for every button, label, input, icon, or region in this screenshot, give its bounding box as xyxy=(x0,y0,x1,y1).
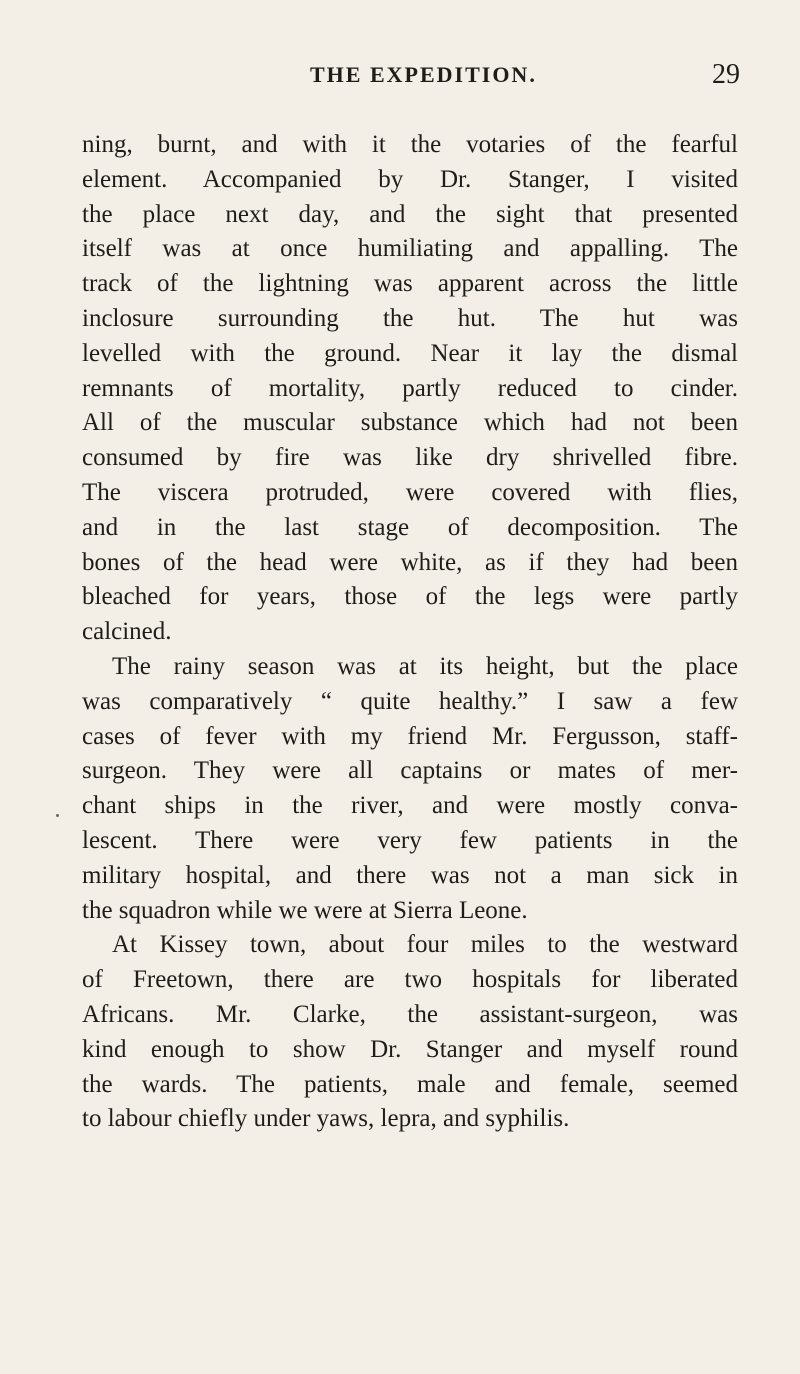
text-line: bones of the head were white, as if they had been xyxy=(82,548,738,576)
text-line: military hospital, and there was not a man sick in xyxy=(82,861,738,889)
text-line: consumed by fire was like dry shrivelled fibre. xyxy=(82,444,738,472)
text-line: Africans. Mr. Clarke, the assistant-surgeon, was xyxy=(82,1000,738,1028)
paragraph-2 xyxy=(82,650,738,928)
text-line: the wards. The patients, male and female, seemed xyxy=(82,1070,738,1098)
page-number: 29 xyxy=(712,59,740,90)
text-line: cases of fever with my friend Mr. Fergusson, staff- xyxy=(82,722,738,750)
text-line: inclosure surrounding the hut. The hut was xyxy=(82,304,738,332)
text-line: track of the lightning was apparent across the little xyxy=(82,270,738,298)
running-head-title: THE EXPEDITION. xyxy=(310,62,537,87)
text-line: to labour chiefly under yaws, lepra, and syphilis. xyxy=(82,1105,570,1133)
text-line: kind enough to show Dr. Stanger and myself round xyxy=(82,1035,738,1063)
text-line: remnants of mortality, partly reduced to cinder. xyxy=(82,374,738,402)
running-head xyxy=(80,58,740,92)
text-line: of Freetown, there are two hospitals for liberated xyxy=(82,966,738,994)
body-text xyxy=(82,128,738,1137)
text-line: ning, burnt, and with it the votaries of the fearful xyxy=(82,131,738,158)
text-line: lescent. There were very few patients in the xyxy=(82,826,738,854)
text-line: At Kissey town, about four miles to the westward xyxy=(112,931,738,959)
text-line: itself was at once humiliating and appalling. The xyxy=(82,235,738,263)
text-line: the place next day, and the sight that presented xyxy=(82,200,738,228)
text-line: levelled with the ground. Near it lay the dismal xyxy=(82,339,738,367)
text-line: and in the last stage of decomposition. The xyxy=(82,513,738,541)
text-line: element. Accompanied by Dr. Stanger, I visited xyxy=(82,165,738,193)
text-line: chant ships in the river, and were mostly conva- xyxy=(82,792,738,820)
text-line: bleached for years, those of the legs were partly xyxy=(82,583,738,611)
text-line: The viscera protruded, were covered with flies, xyxy=(82,478,738,506)
text-line: All of the muscular substance which had not been xyxy=(82,409,738,437)
margin-speck xyxy=(56,814,59,817)
text-line: the squadron while we were at Sierra Leone. xyxy=(82,896,528,924)
text-line: surgeon. They were all captains or mates of mer- xyxy=(82,757,738,785)
text-line: The rainy season was at its height, but the place xyxy=(112,652,738,680)
paragraph-3 xyxy=(82,928,738,1137)
text-line: was comparatively “ quite healthy.” I saw a few xyxy=(82,687,738,715)
paragraph-1 xyxy=(82,128,738,650)
text-line: calcined. xyxy=(82,618,172,646)
